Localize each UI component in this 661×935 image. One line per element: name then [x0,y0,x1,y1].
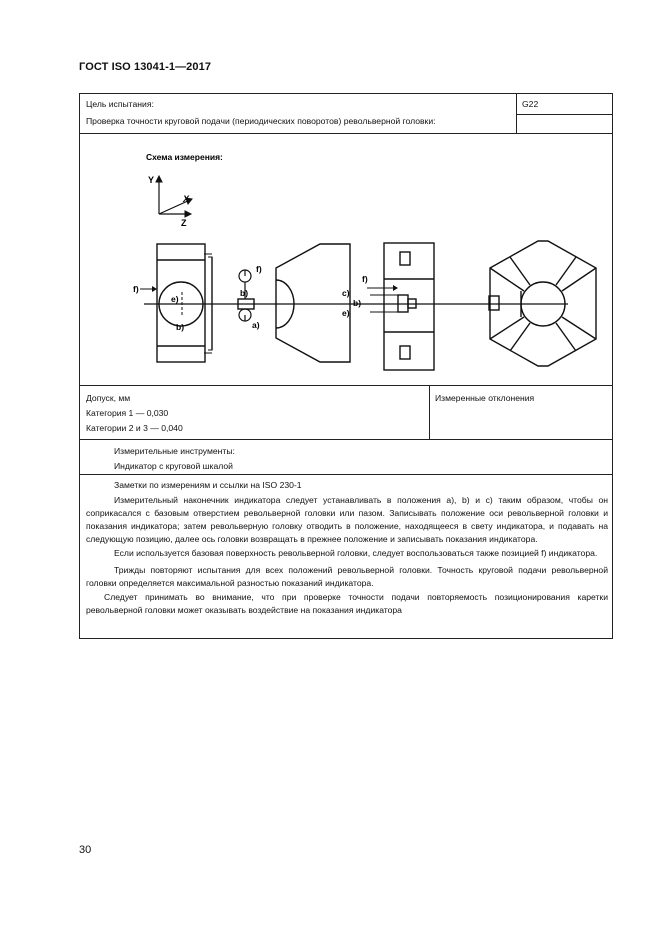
tolerance-title: Допуск, мм [86,393,131,403]
turret-slot-view [370,243,434,370]
axis-x-label: X [183,194,190,204]
purpose-divider [516,94,517,115]
notes-title: Заметки по измерениям и ссылки на ISO 230-1 [114,480,302,490]
diagram-title: Схема измерения: [146,152,223,162]
note-paragraph-4: Следует принимать во внимание, что при проверке точности подачи повторяемость позиционирования каретки револьверной головки может оказывать воздействие на показания индикатора [86,592,608,615]
tolerance-row [80,386,612,440]
axis-y-label: Y [148,175,155,185]
label-e-3: e) [342,308,350,318]
test-sheet-table [79,93,613,639]
tolerance-divider [429,386,430,440]
instruments-title: Измерительные инструменты: [114,446,235,456]
tolerance-category-1: Категория 1 — 0,030 [86,408,169,418]
label-f-3: f) [362,274,368,284]
instruments-row [80,440,612,475]
note-paragraph-2: Если используется базовая поверхность револьверной головки, следует воспользоваться также позицией f) индикатора. [114,548,598,558]
page-number: 30 [79,844,92,856]
label-e-1: e) [171,294,179,304]
axis-z-label: Z [181,218,187,228]
instruments-value: Индикатор с круговой шкалой [114,461,233,471]
label-c-3: c) [342,288,350,298]
notes-body [86,494,608,617]
diagram-row [80,134,612,386]
label-f-1: f) [133,284,139,294]
turret-block-side-view [157,244,212,362]
code-cell-line [516,114,612,115]
purpose-row [80,94,612,134]
label-a-2: a) [252,320,260,330]
code-divider [516,115,517,134]
note-paragraph-1: Измерительный наконечник индикатора следует устанавливать в положения а), b) и с) таким образом, чтобы он соприкасался с базовым отверстием револьверной головки или пазом. Записывать положение оси револьверной головки и показания индикатора; затем револьверную головку отводить в положение, находящееся в свету индикатора, и подавать на следующую позицию, далее ось головки возвращать в прежнее положение и записывать показания индикатора. [86,495,608,544]
label-b-2: b) [240,288,249,298]
label-b-3: b) [353,298,362,308]
measurement-diagram [80,134,612,385]
purpose-label: Цель испытания: [86,99,154,109]
label-b-1: b) [176,322,185,332]
turret-hexagon-view [238,244,350,362]
document-header: ГОСТ ISO 13041-1—2017 [79,61,212,73]
tolerance-category-2-3: Категории 2 и 3 — 0,040 [86,423,183,433]
notes-row [80,475,612,638]
purpose-text: Проверка точности круговой подачи (периодических поворотов) револьверной головки: [86,116,436,126]
test-code: G22 [522,99,539,109]
label-f-2: f) [256,264,262,274]
note-paragraph-3: Трижды повторяют испытания для всех положений револьверной головки. Точность круговой подачи револьверной головки определяется максимальной разностью показаний индикатора. [86,565,608,588]
measured-deviations-label: Измеренные отклонения [435,393,535,403]
